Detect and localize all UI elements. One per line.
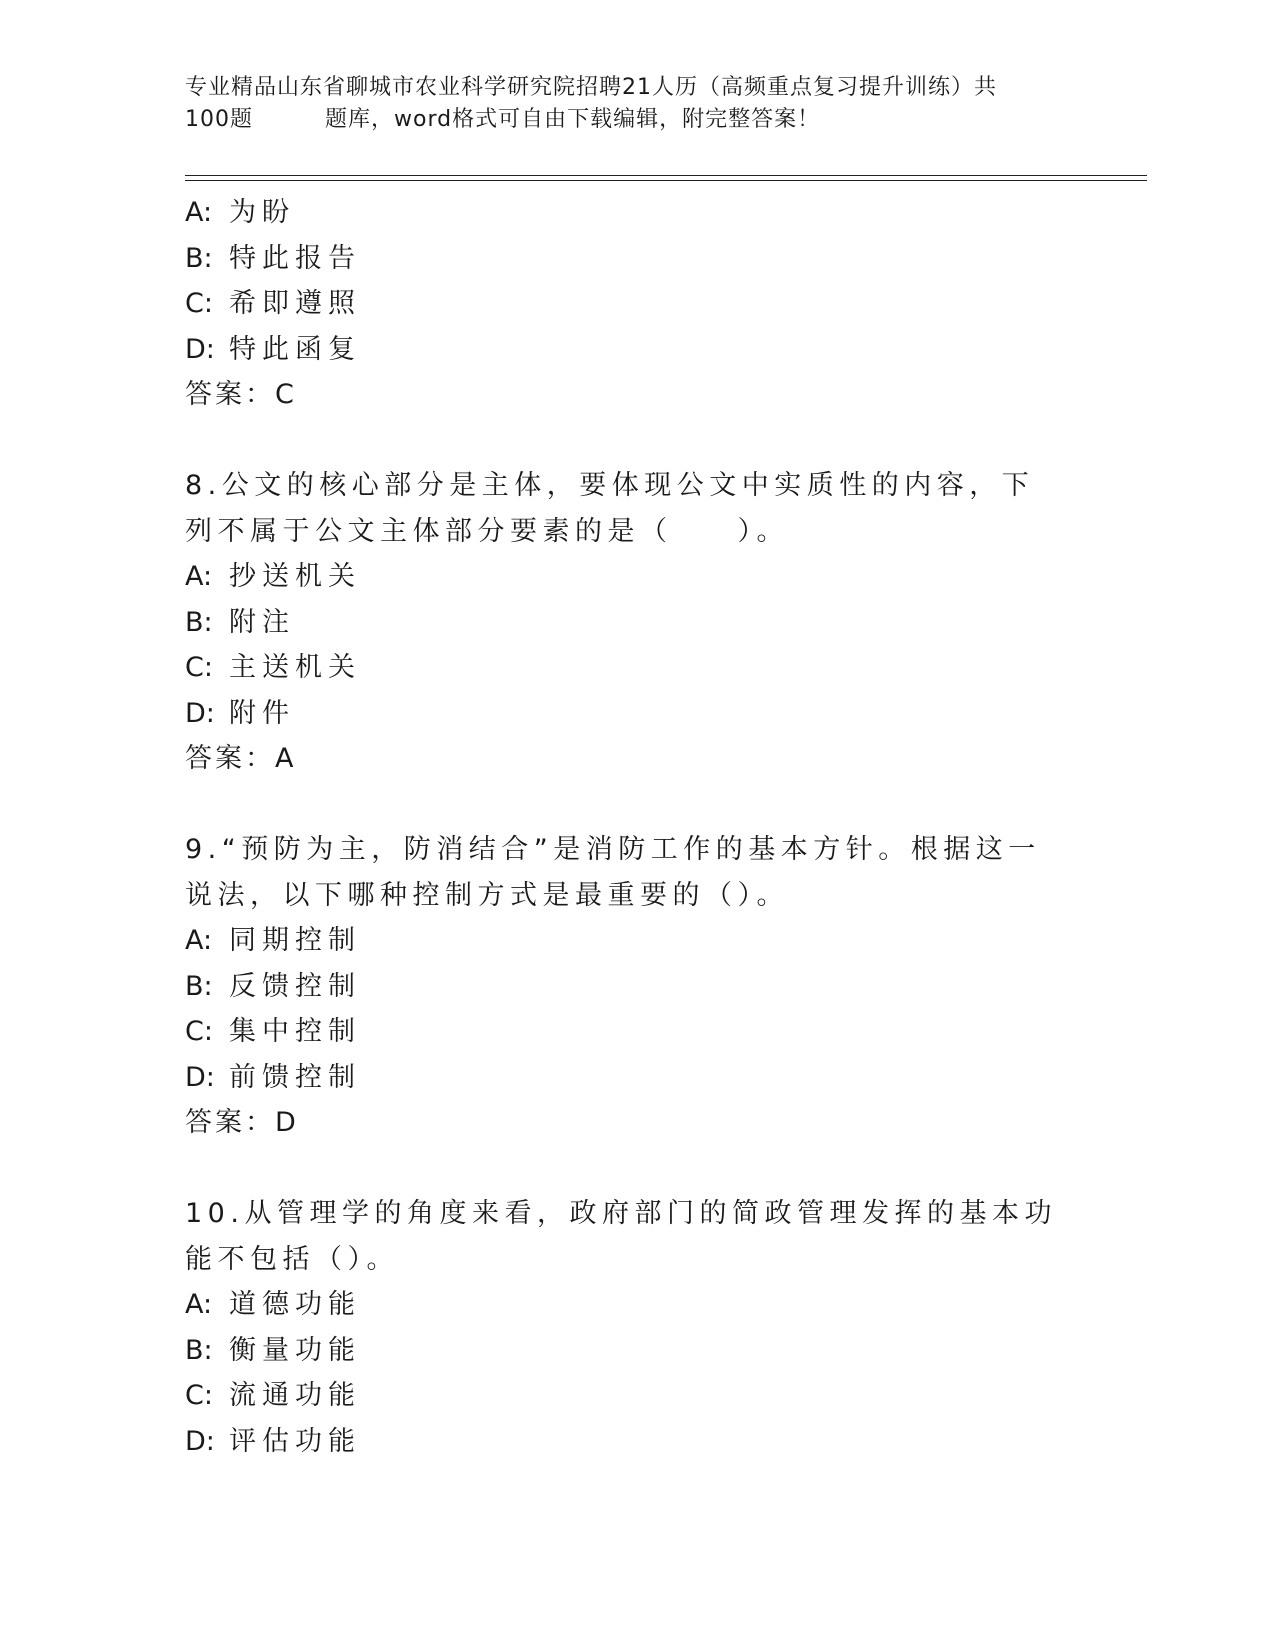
option-text: 特此报告 <box>229 242 361 274</box>
option-label: A: <box>185 561 213 592</box>
option-row <box>185 1055 1085 1101</box>
option-row <box>185 1419 1085 1465</box>
option-text: 抄送机关 <box>229 561 361 592</box>
option-row <box>185 281 1085 327</box>
option-label: C: <box>185 288 213 319</box>
answer-line: 答案：D <box>185 1107 299 1138</box>
option-label: B: <box>185 242 213 274</box>
option-label: A: <box>185 197 213 228</box>
option-label: B: <box>185 606 213 638</box>
option-text: 主送机关 <box>229 652 361 683</box>
option-text: 评估功能 <box>229 1425 361 1457</box>
option-label: D: <box>185 1425 215 1457</box>
option-label: A: <box>185 925 213 956</box>
header-title-line1: 专业精品山东省聊城市农业科学研究院招聘21人历（高频重点复习提升训练）共 <box>185 75 997 100</box>
option-label: D: <box>185 1061 215 1093</box>
answer-line: 答案：C <box>185 379 297 410</box>
option-label: D: <box>185 333 215 365</box>
page-header <box>185 72 1085 136</box>
question-10-text: 10.从管理学的角度来看，政府部门的简政管理发挥的基本功能不包括（）。 <box>185 1198 1057 1275</box>
option-row <box>185 600 1085 646</box>
option-text: 附件 <box>229 697 295 729</box>
option-row <box>185 645 1085 691</box>
answer-line: 答案：A <box>185 743 297 774</box>
header-title-line2-a: 100题 <box>185 107 253 132</box>
option-row <box>185 327 1085 373</box>
question-content <box>185 190 1085 1464</box>
option-text: 前馈控制 <box>229 1061 361 1093</box>
option-text: 道德功能 <box>229 1289 361 1320</box>
option-text: 反馈控制 <box>229 970 361 1002</box>
header-title-line2-b: 题库，word格式可自由下载编辑，附完整答案！ <box>325 107 821 132</box>
option-label: B: <box>185 970 213 1002</box>
option-row <box>185 918 1085 964</box>
option-text: 流通功能 <box>229 1380 361 1411</box>
option-label: C: <box>185 652 213 683</box>
option-row <box>185 236 1085 282</box>
option-text: 为盼 <box>229 197 295 228</box>
header-title-line2 <box>185 104 1085 136</box>
option-label: D: <box>185 697 215 729</box>
option-text: 附注 <box>229 606 295 638</box>
option-row <box>185 1009 1085 1055</box>
option-row <box>185 1328 1085 1374</box>
option-row <box>185 1282 1085 1328</box>
header-divider-bottom <box>185 180 1147 181</box>
option-text: 同期控制 <box>229 925 361 956</box>
question-9-text: 9.“预防为主，防消结合”是消防工作的基本方针。根据这一说法，以下哪种控制方式是最重要的（）。 <box>185 834 1041 911</box>
option-label: C: <box>185 1380 213 1411</box>
header-divider-top <box>185 175 1147 176</box>
option-text: 希即遵照 <box>229 288 361 319</box>
option-row <box>185 190 1085 236</box>
option-text: 衡量功能 <box>229 1334 361 1366</box>
option-text: 特此函复 <box>229 333 361 365</box>
option-label: C: <box>185 1016 213 1047</box>
option-text: 集中控制 <box>229 1016 361 1047</box>
option-label: B: <box>185 1334 213 1366</box>
option-row <box>185 554 1085 600</box>
option-row <box>185 691 1085 737</box>
option-row <box>185 964 1085 1010</box>
question-8-text: 8.公文的核心部分是主体，要体现公文中实质性的内容，下列不属于公文主体部分要素的是（ ）。 <box>185 470 1035 547</box>
option-label: A: <box>185 1289 213 1320</box>
option-row <box>185 1373 1085 1419</box>
